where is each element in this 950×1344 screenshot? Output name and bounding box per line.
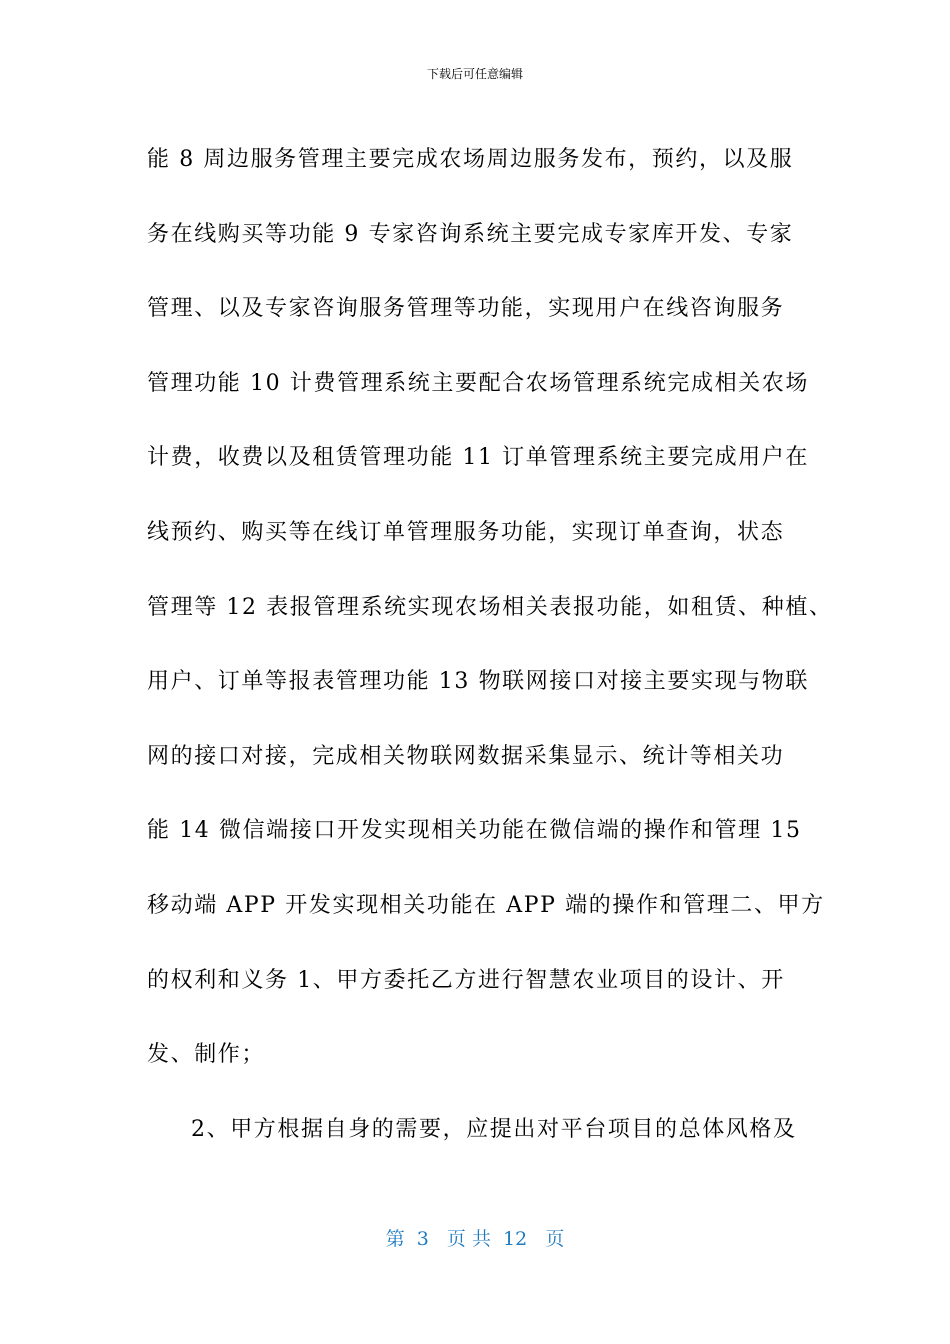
body-line-10: 能 14 微信端接口开发实现相关功能在微信端的操作和管理 15 <box>147 818 802 844</box>
body-line-9: 网的接口对接，完成相关物联网数据采集显示、统计等相关功 <box>147 743 785 769</box>
body-line-4: 管理功能 10 计费管理系统主要配合农场管理系统完成相关农场 <box>147 370 809 396</box>
page-footer <box>0 1226 950 1252</box>
body-line-13: 发、制作； <box>147 1042 266 1068</box>
body-line-3: 管理、以及专家咨询服务管理等功能，实现用户在线咨询服务 <box>147 296 785 322</box>
document-body <box>147 123 833 1167</box>
body-line-8: 用户、订单等报表管理功能 13 物联网接口对接主要实现与物联 <box>147 669 809 695</box>
body-line-5: 计费，收费以及租赁管理功能 11 订单管理系统主要完成用户在 <box>147 445 809 471</box>
body-line-7: 管理等 12 表报管理系统实现农场相关表报功能，如租赁、种植、 <box>147 594 833 620</box>
body-line-6: 线预约、购买等在线订单管理服务功能，实现订单查询，状态 <box>147 519 785 545</box>
body-line-12: 的权利和义务 1、甲方委托乙方进行智慧农业项目的设计、开 <box>147 967 785 993</box>
body-line-2: 务在线购买等功能 9 专家咨询系统主要完成专家库开发、专家 <box>147 221 794 247</box>
body-line-1: 能 8 周边服务管理主要完成农场周边服务发布，预约，以及服 <box>147 147 794 172</box>
body-line-14: 2、甲方根据自身的需要，应提出对平台项目的总体风格及 <box>191 1116 797 1142</box>
page-number: 第 3 页 共 12 页 <box>385 1228 565 1250</box>
page-header: 下载后可任意编辑 <box>426 67 523 81</box>
body-line-11: 移动端 APP 开发实现相关功能在 APP 端的操作和管理二、甲方 <box>147 892 825 918</box>
